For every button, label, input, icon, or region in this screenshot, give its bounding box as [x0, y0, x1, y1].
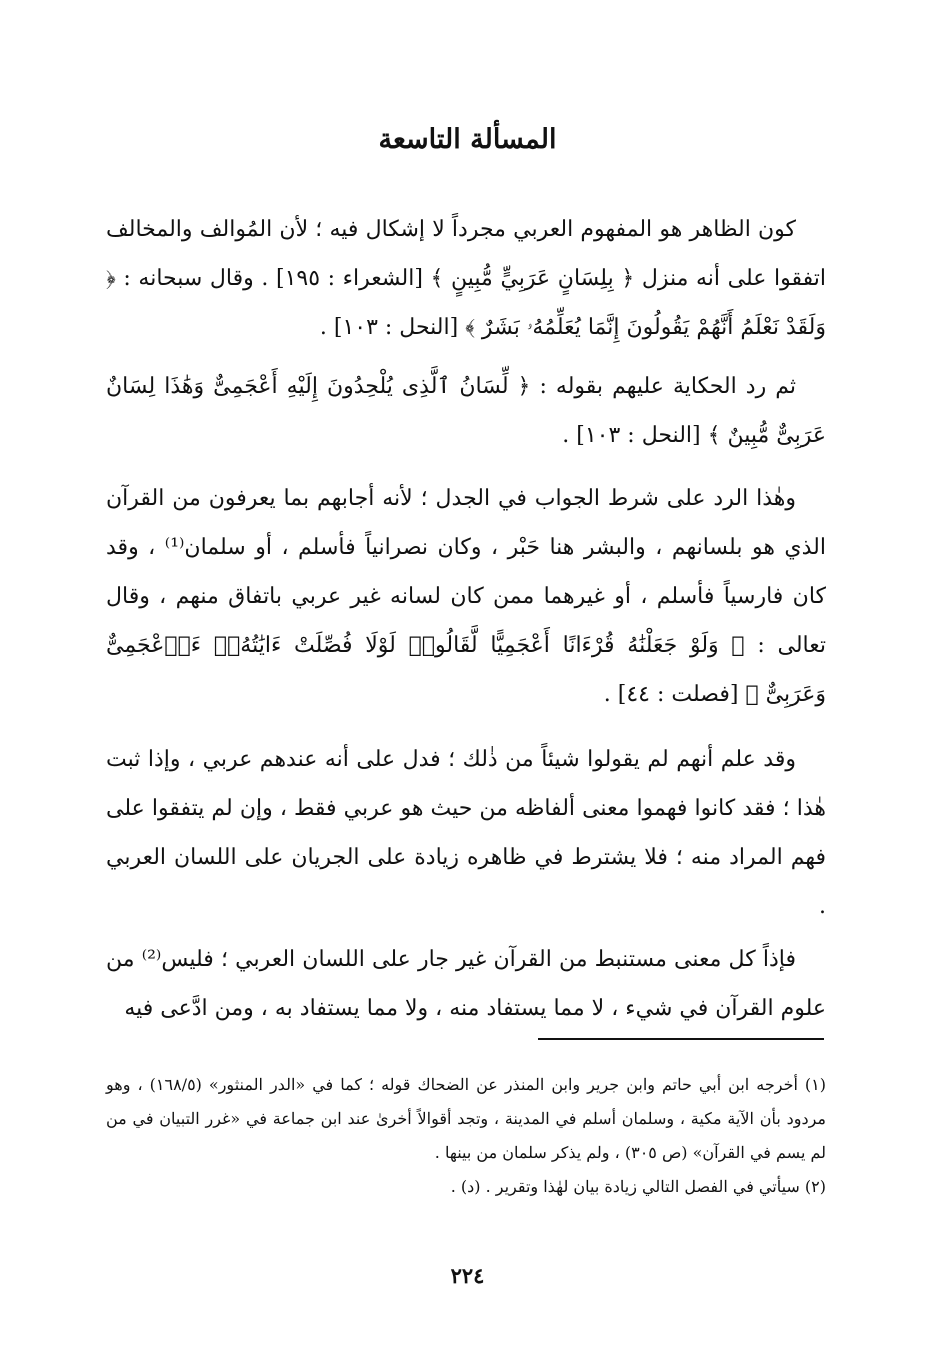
paragraph-5: فإذاً كل معنى مستنبط من القرآن غير جار على اللسان العربي ؛ فليس⁽²⁾ من علوم القرآن في شيء ، لا مما يستفاد منه ، ولا مما يستفاد به ، ومن ادَّعى فيه	[106, 947, 826, 1021]
paragraph-3: وهٰذا الرد على شرط الجواب في الجدل ؛ لأنه أجابهم بما يعرفون من القرآن الذي هو بلسانهم ، والبشر هنا حَبْر ، وكان نصرانياً فأسلم ، أو سلمان⁽¹⁾ ، وقد كان فارسياً فأسلم ، أو غيرهما ممن كان لسانه غير عربي باتفاق منهم ، وقال تعالى : ﴿ وَلَوْ جَعَلْنَٰهُ قُرْءَانًا أَعْجَمِيًّا لَّقَالُوا۟ لَوْلَا فُصِّلَتْ ءَايَٰتُهُۥٓ ءَا۬عْجَمِىٌّ وَعَرَبِىٌّ ﴾ [فصلت : ٤٤] .	[106, 486, 826, 707]
paragraph-1: كون الظاهر هو المفهوم العربي مجرداً لا إشكال فيه ؛ لأن المُوالف والمخالف اتفقوا على أنه منزل ﴿ بِلِسَانٍ عَرَبِيٍّ مُّبِينٍ ﴾ [الشعراء : ١٩٥] . وقال سبحانه : ﴿ وَلَقَدْ نَعْلَمُ أَنَّهُمْ يَقُولُونَ إِنَّمَا يُعَلِّمُهُۥ بَشَرٌ ﴾ [النحل : ١٠٣] .	[106, 217, 826, 340]
page-number: ٢٢٤	[450, 1263, 485, 1288]
footnote-divider	[538, 1038, 824, 1040]
main-text	[106, 205, 826, 1033]
paragraph-4: وقد علم أنهم لم يقولوا شيئاً من ذٰلك ؛ فدل على أنه عندهم عربي ، وإذا ثبت هٰذا ؛ فقد كانوا فهموا معنى ألفاظه من حيث هو عربي فقط ، وإن لم يتفقوا على فهم المراد منه ؛ فلا يشترط في ظاهره زيادة على الجريان على اللسان العربي .	[106, 747, 826, 919]
page-title: المسألة التاسعة	[378, 124, 557, 155]
paragraph-2: ثم رد الحكاية عليهم بقوله : ﴿ لِّسَانُ ٱلَّذِى يُلْحِدُونَ إِلَيْهِ أَعْجَمِىٌّ وَهَٰذَا لِسَانٌ عَرَبِىٌّ مُّبِينٌ ﴾ [النحل : ١٠٣] .	[106, 374, 826, 448]
footnote-1: (١) أخرجه ابن أبي حاتم وابن جرير وابن المنذر عن الضحاك قوله ؛ كما في «الدر المنثور» (١٦٨/٥) ، وهو مردود بأن الآية مكية ، وسلمان أسلم في المدينة ، وتجد أقوالاً أخرىٰ عند ابن جماعة في «غرر التبيان في من لم يسم في القرآن» (ص ٣٠٥) ، ولم يذكر سلمان من بينها .	[106, 1075, 827, 1162]
footnote-2: (٢) سيأتي في الفصل التالي زيادة بيان لهٰذا وتقرير . (د) .	[450, 1177, 826, 1196]
footnotes	[106, 1068, 826, 1204]
